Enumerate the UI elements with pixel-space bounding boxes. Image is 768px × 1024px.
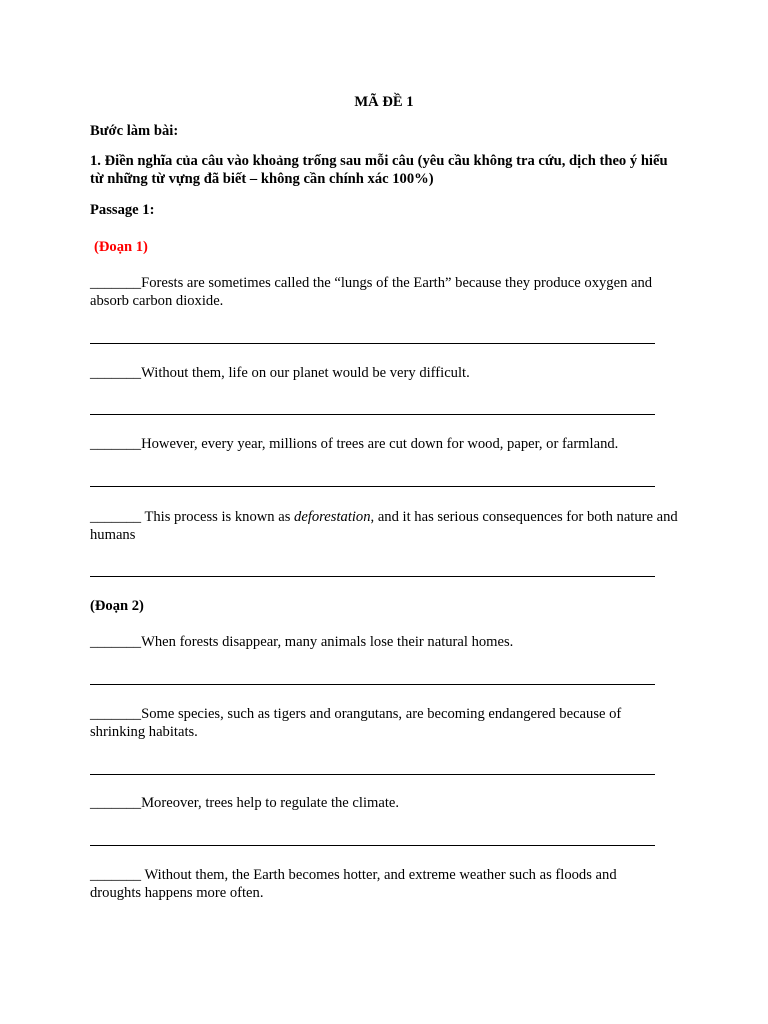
answer-line-2 [90,414,655,415]
sentence-4 [90,509,680,544]
sentence-1: _______Forests are sometimes called the “lungs of the Earth” because they produce oxygen and absorb carbon dioxide. [90,275,653,309]
instruction-text: 1. Điền nghĩa của câu vào khoảng trống sau mỗi câu (yêu cầu không tra cứu, dịch theo ý hiểu từ những từ vựng đã biết – không cần chính xác 100%) [90,153,668,187]
sentence-4-start: _______ This process is known as [90,509,295,525]
sentence-3: _______However, every year, millions of trees are cut down for wood, paper, or farmland. [90,436,619,452]
answer-line-7 [90,845,655,846]
answer-line-4 [90,576,655,577]
answer-line-6 [90,774,655,775]
sentence-7: _______Moreover, trees help to regulate the climate. [90,795,400,811]
steps-label: Bước làm bài: [90,123,179,139]
passage-label: Passage 1: [90,202,155,218]
paragraph-2-label: (Đoạn 2) [90,598,144,614]
sentence-6: _______Some species, such as tigers and orangutans, are becoming endangered because of shrinking habitats. [90,706,622,740]
sentence-8: _______ Without them, the Earth becomes hotter, and extreme weather such as floods and droughts happens more often. [90,867,617,901]
paragraph-1-label: (Đoạn 1) [94,239,148,255]
answer-line-5 [90,684,655,685]
document-title: MÃ ĐỀ 1 [354,94,414,110]
sentence-4-term: deforestation [294,509,371,525]
answer-line-1 [90,343,655,344]
answer-line-3 [90,486,655,487]
sentence-4-end: , and it has serious consequences for both nature and humans [90,509,678,543]
sentence-2: _______Without them, life on our planet would be very difficult. [90,365,470,381]
sentence-5: _______When forests disappear, many animals lose their natural homes. [90,634,514,650]
